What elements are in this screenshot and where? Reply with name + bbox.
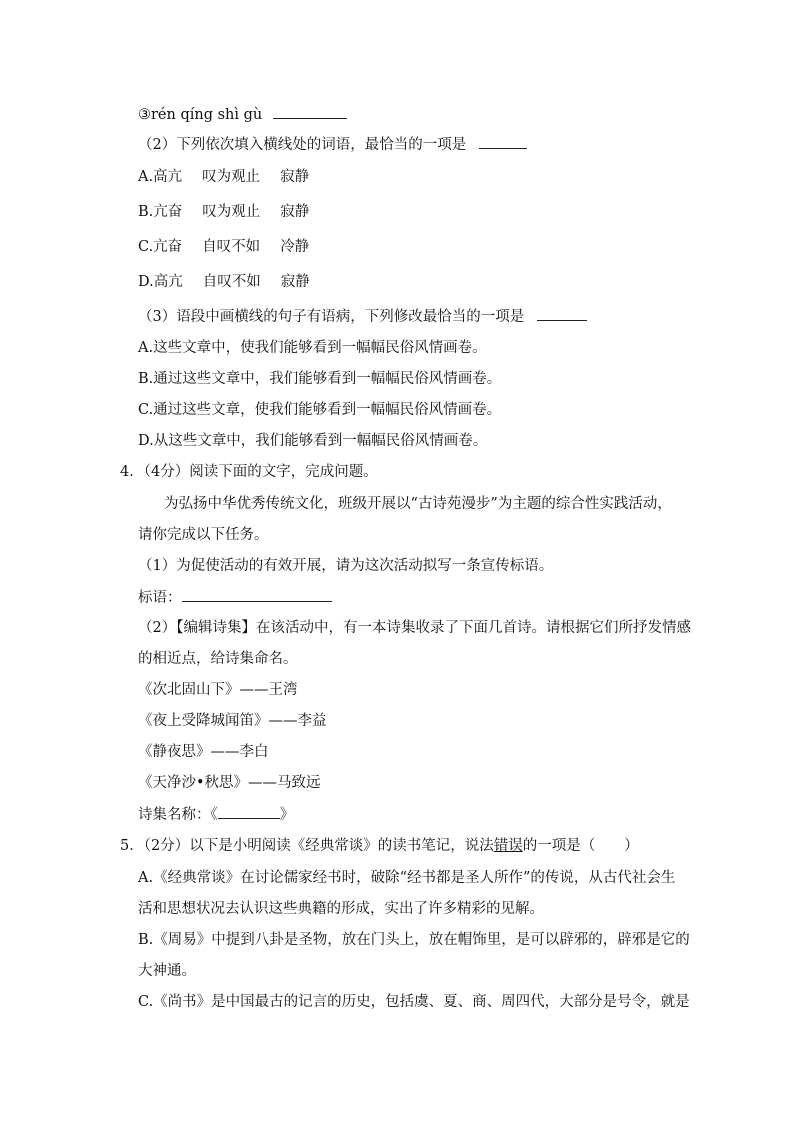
q4-sub2: （2）【编辑诗集】在该活动中，有一本诗集收录了下面几首诗。请根据它们所抒发情感 <box>138 620 691 636</box>
q3-item3 <box>138 104 347 125</box>
answer-blank[interactable] <box>273 104 347 119</box>
option-label: B.亢奋 <box>138 204 183 220</box>
answer-blank[interactable] <box>537 306 587 321</box>
q5-option-b-cont: 大神通。 <box>138 963 196 979</box>
q5-emphasis: 错误 <box>493 838 523 854</box>
collection-label: 诗集名称：《 <box>138 807 218 823</box>
q5-option-b[interactable]: B.《周易》中提到八卦是圣物，放在门头上，放在帽饰里，是可以辟邪的，辟邪是它的 <box>138 932 690 948</box>
q4-intro: 为弘扬中华优秀传统文化，班级开展以“古诗苑漫步”为主题的综合性实践活动， <box>164 496 672 512</box>
q4-sub2-cont: 的相近点，给诗集命名。 <box>138 651 298 667</box>
slogan-row <box>138 587 332 608</box>
q4-header: 4．（4分）阅读下面的文字，完成问题。 <box>120 464 378 480</box>
poem-item: 《次北固山下》——王湾 <box>138 682 298 698</box>
q5-header-pre: 5．（2分）以下是小明阅读《经典常谈》的读书笔记，说法 <box>120 838 494 854</box>
option-c[interactable] <box>138 237 309 257</box>
option-d[interactable] <box>138 272 310 292</box>
collection-name-row <box>138 804 294 825</box>
q3-sub3-stem <box>138 306 587 327</box>
q5-header-post: 的一项是（ ） <box>522 838 639 854</box>
option-b[interactable] <box>138 202 309 222</box>
q5-option-c[interactable]: C.《尚书》是中国最古的记言的历史，包括虞、夏、商、周四代，大部分是号令，就是 <box>138 994 690 1010</box>
poem-item: 《夜上受降城闻笛》——李益 <box>138 713 327 729</box>
option-label: D.高亢 <box>138 274 183 290</box>
option-word: 叹为观止 <box>202 204 261 220</box>
sentence-option-b[interactable]: B.通过这些文章中，我们能够看到一幅幅民俗风情画卷。 <box>138 371 502 387</box>
option-word: 自叹不如 <box>202 239 261 255</box>
option-label: A.高亢 <box>138 169 183 185</box>
slogan-label: 标语： <box>138 590 182 606</box>
option-label: C.亢奋 <box>138 239 183 255</box>
option-word: 自叹不如 <box>202 274 261 290</box>
q4-intro-cont: 请你完成以下任务。 <box>138 527 269 543</box>
option-word: 寂静 <box>280 204 310 220</box>
sentence-option-a[interactable]: A.这些文章中，使我们能够看到一幅幅民俗风情画卷。 <box>138 340 487 356</box>
collection-blank[interactable] <box>218 804 280 819</box>
question-text: （2）下列依次填入横线处的词语，最恰当的一项是 <box>138 137 467 153</box>
question-text: （3）语段中画横线的句子有语病，下列修改最恰当的一项是 <box>138 309 525 325</box>
option-word: 叹为观止 <box>202 169 261 185</box>
option-word: 寂静 <box>280 169 310 185</box>
q4-sub1: （1）为促使活动的有效开展，请为这次活动拟写一条宣传标语。 <box>138 558 554 574</box>
option-a[interactable] <box>138 167 309 187</box>
pinyin-text: ③rén qíng shì gù <box>138 107 263 123</box>
q5-option-a[interactable]: A.《经典常谈》在讨论儒家经书时，破除“经书都是圣人所作”的传说，从古代社会生 <box>138 870 676 886</box>
q5-header <box>120 836 639 856</box>
option-word: 寂静 <box>280 274 310 290</box>
q5-option-a-cont: 活和思想状况去认识这些典籍的形成，实出了许多精彩的见解。 <box>138 901 544 917</box>
sentence-option-d[interactable]: D.从这些文章中，我们能够看到一幅幅民俗风情画卷。 <box>138 433 488 449</box>
collection-close: 》 <box>279 807 295 823</box>
slogan-blank[interactable] <box>182 587 332 602</box>
poem-item: 《天净沙•秋思》——马致远 <box>138 775 321 791</box>
answer-blank[interactable] <box>479 134 527 149</box>
poem-item: 《静夜思》——李白 <box>138 744 269 760</box>
q3-sub2-stem <box>138 134 527 155</box>
sentence-option-c[interactable]: C.通过这些文章，使我们能够看到一幅幅民俗风情画卷。 <box>138 402 502 418</box>
option-word: 冷静 <box>280 239 310 255</box>
